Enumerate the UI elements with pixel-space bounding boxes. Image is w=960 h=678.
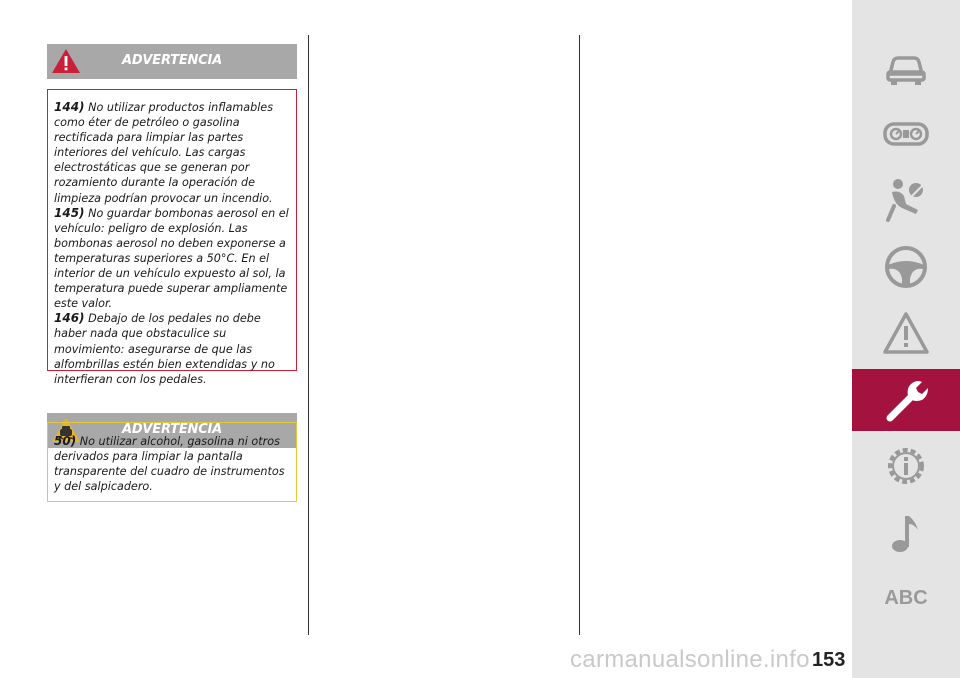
technical-data-gear-icon[interactable] [882, 442, 930, 490]
steering-wheel-icon[interactable] [882, 243, 930, 291]
watermark: carmanualsonline.info [570, 646, 810, 673]
warning-body-1 [47, 89, 297, 386]
warning-item [54, 434, 292, 494]
item-text: No guardar bombonas aerosol en el vehículo: peligro de explosión. Las bombonas aerosol no deben exponerse a temperaturas superiores a 50°C. En el interior de un vehículo expuesto al sol, la temperatura puede superar ampliamente este valor. [54, 206, 289, 311]
warning-item [54, 311, 292, 386]
item-number: 144) [54, 100, 85, 114]
item-text: No utilizar alcohol, gasolina ni otros derivados para limpiar la pantalla transparente del cuadro de instrumentos y del salpicadero. [54, 435, 285, 494]
warning-triangle-icon[interactable] [882, 310, 930, 358]
warning-item [54, 100, 292, 206]
column-divider [579, 35, 580, 635]
warning-title: ADVERTENCIA [121, 53, 223, 68]
warning-body-2 [47, 422, 297, 502]
music-note-icon[interactable] [882, 510, 930, 558]
item-text: Debajo de los pedales no debe haber nada que obstaculice su movimiento: asegurarse de que las alfombrillas estén bien extendidas y no interfieran con los pedales. [54, 312, 275, 386]
item-number: 145) [54, 205, 85, 220]
warning-header-1 [47, 44, 297, 79]
page-number: 153 [812, 649, 846, 671]
seat-airbag-icon[interactable] [882, 176, 930, 224]
warning-title: ADVERTENCIA [121, 422, 223, 437]
chapter-sidebar [852, 0, 960, 678]
column-divider [308, 35, 309, 635]
item-text: No utilizar productos inflamables como éter de petróleo o gasolina rectificada para limpiar las partes interiores del vehículo. Las cargas electrostáticas que se generan por rozamiento durante la operación de limpieza podrían provocar un incendio. [54, 101, 274, 205]
item-number: 50) [54, 434, 77, 448]
item-number: 146) [54, 311, 85, 326]
instrument-cluster-icon[interactable] [882, 110, 930, 158]
car-icon[interactable] [882, 44, 930, 92]
index-abc-label[interactable]: ABC [884, 587, 928, 609]
wrench-icon[interactable] [882, 376, 930, 424]
warning-item [54, 206, 292, 312]
